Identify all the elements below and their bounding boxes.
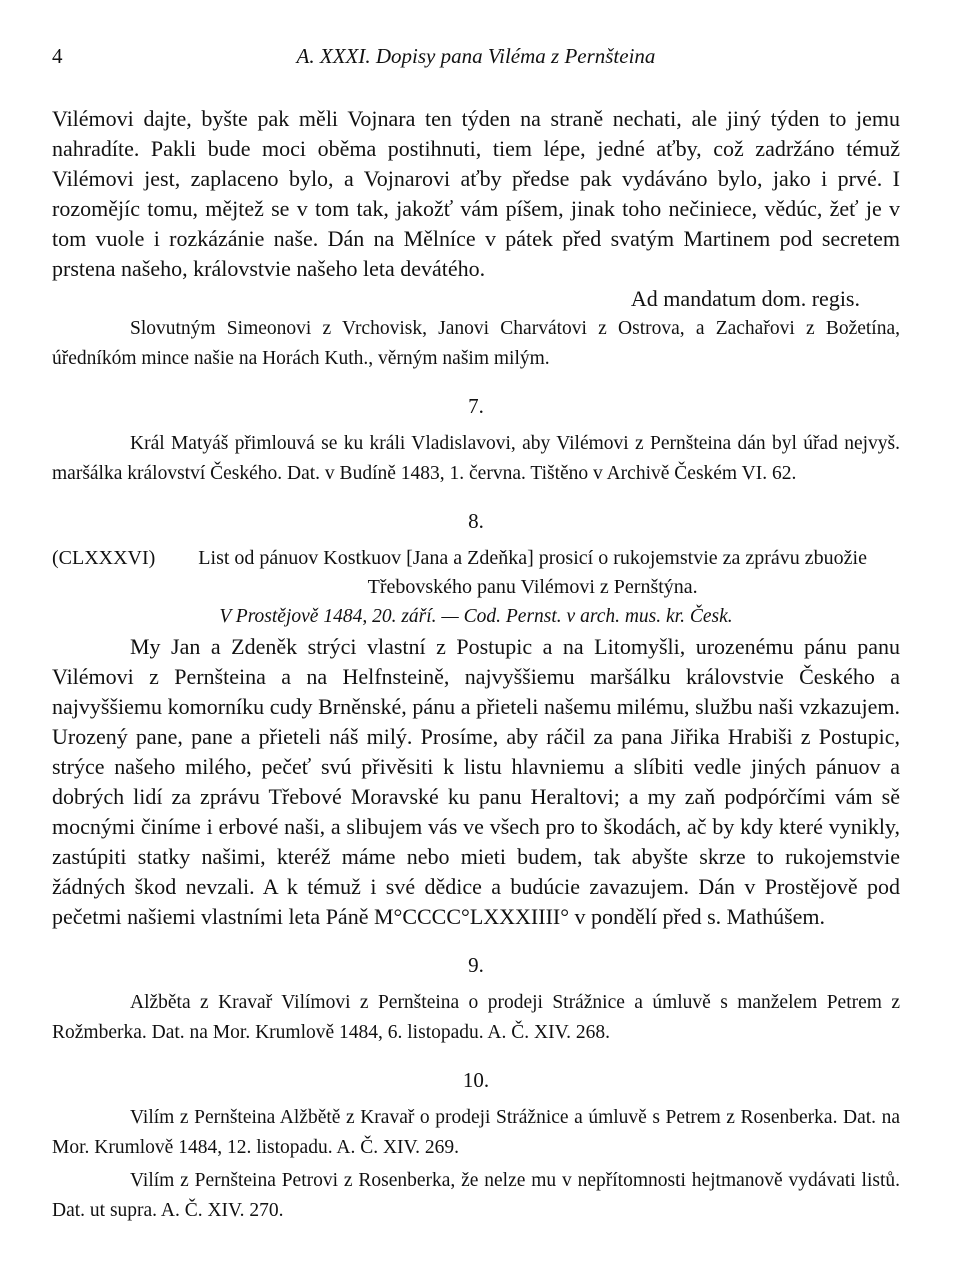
section-10 — [52, 1103, 900, 1225]
source-line: V Prostějově 1484, 20. září. — Cod. Pernst. v arch. mus. kr. Česk. — [219, 606, 733, 627]
document-heading — [52, 544, 900, 602]
section-number-8: 8. — [468, 509, 484, 533]
section-8-body: My Jan a Zdeněk strýci vlastní z Postupic a na Litomyšli, urozenému pánu panu Vilémovi z Pernšteina a na Helfnsteině, najvyššiemu maršálku královstvie Českého a najvyššiemu komorníku cudy Brněnské, pánu a přieteli našemu milému, službu naši vzkazujem. Urozený pane, pane a přieteli náš milý. Prosíme, aby ráčil za pana Jiřika Hrabiši z Postupic, strýce našeho milého, pečeť svú přivěsiti k listu hlavniemu a slíbiti vedle jiných pánuov a dobrých lidí za zprávu Třebové Moravské ku panu Heraltovi; a my zaň podpórčími vám sě mocnými činíme i erbové naši, a slibujem vás ve všech pro to škodách, ač by kdy které vynikly, zastúpiti statky našimi, kteréž máme nebo mieti budem, tak abyšte skrze to rukojemstvie žádných škod nevzali. A k témuž i své dědice a budúcie zavazujem. Dán v Prostějově pod pečetmi našiemi vlastními leta Páně M°CCCC°LXXXIIII° v pondělí před s. Mathúšem. — [52, 634, 900, 929]
section-number-7: 7. — [468, 394, 484, 418]
running-title: A. XXXI. Dopisy pana Viléma z Pernšteina — [296, 44, 656, 68]
section-number-9: 9. — [468, 953, 484, 977]
intro-block — [52, 104, 900, 373]
intro-paragraph: Vilémovi dajte, byšte pak měli Vojnara ten týden na straně nechati, ale jiný týden to jemu nahradíte. Pakli bude moci oběma postihnuti, tiem lépe, jedné aťby, což zadržáno témuž Vilémovi jest, zaplaceno bylo, a Vojnarovi aťby předse pak vydáváno bylo, jako i prvé. I rozomějíc tomu, mějtež se v tom tak, jakožť vám píšem, jinak toho nečiniece, vědúc, žeť je v tom vuole i rozkázánie naše. Dán na Mělníce v pátek před svatým Martinem pod secretem prstena našeho, královstvie našeho leta devátého. — [52, 106, 900, 281]
section-9 — [52, 988, 900, 1047]
section-number-10: 10. — [462, 1068, 490, 1092]
section-7-text: Král Matyáš přimlouvá se ku králi Vladislavovi, aby Vilémovi z Pernšteina dán byl úřad nejvyš. maršálka království Českého. Dat. v Budíně 1483, 1. června. Tištěno v Archivě Českém VI. 62. — [52, 433, 900, 484]
address-line: Slovutným Simeonovi z Vrchovisk, Janovi Charvátovi z Ostrova, a Zachařovi z Božetína, úředníkóm mince našie na Horách Kuth., věrným našim milým. — [52, 318, 900, 369]
document-page — [52, 44, 900, 1225]
mandate-line: Ad mandatum dom. regis. — [630, 286, 860, 311]
section-7 — [52, 429, 900, 488]
section-8 — [52, 544, 900, 932]
section-10-text-2: Vilím z Pernšteina Petrovi z Rosenberka, že nelze mu v nepřítomnosti hejtmanově vydávati listů. Dat. ut supra. A. Č. XIV. 270. — [52, 1170, 900, 1221]
running-head — [52, 44, 900, 78]
document-label: (CLXXXVI) — [52, 547, 156, 569]
section-10-text-1: Vilím z Pernšteina Alžbětě z Kravař o prodeji Strážnice a úmluvě s Petrem z Rosenberka. Dat. na Mor. Krumlově 1484, 12. listopadu. A. Č. XIV. 269. — [52, 1107, 900, 1158]
page-number: 4 — [52, 44, 63, 68]
section-9-text: Alžběta z Kravař Vilímovi z Pernšteina o prodeji Strážnice a úmluvě s manželem Petrem z Rožmberka. Dat. na Mor. Krumlově 1484, 6. listopadu. A. Č. XIV. 268. — [52, 992, 900, 1043]
document-title: List od pánuov Kostkuov [Jana a Zdeňka] prosicí o rukojemstvie za zprávu zbuožie Třebovského panu Vilémovi z Pernštýna. — [198, 547, 867, 598]
